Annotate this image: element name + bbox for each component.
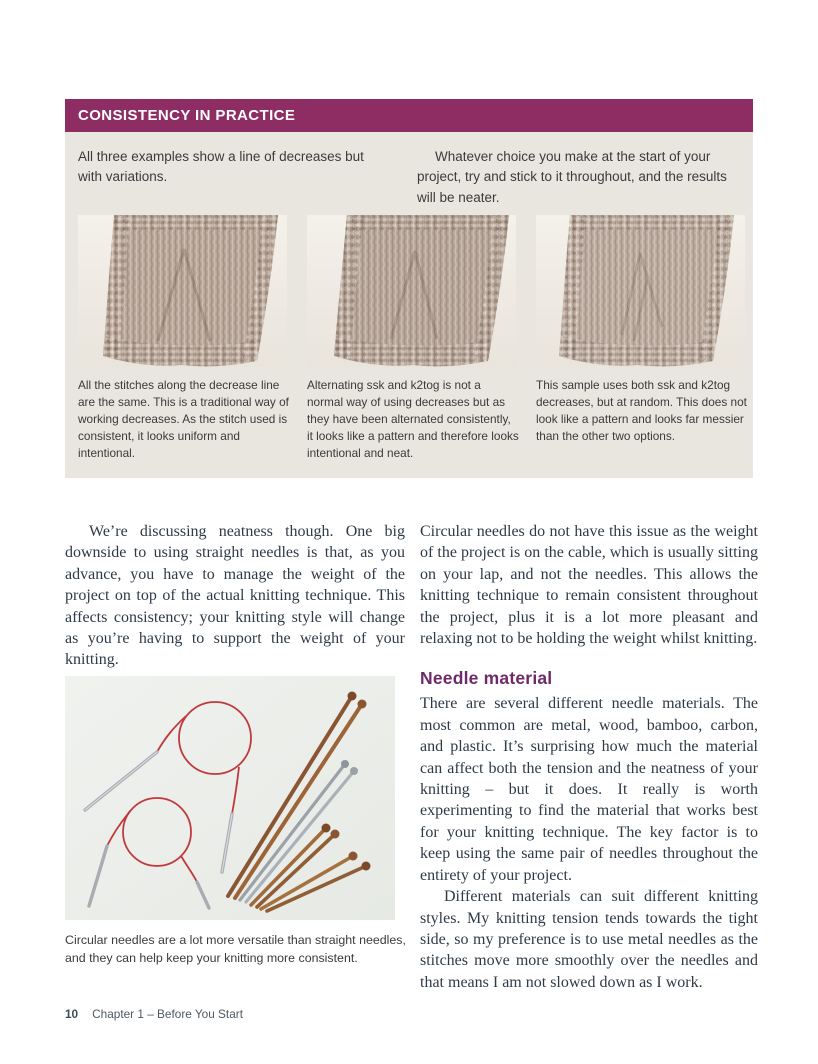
body-paragraph-right-1: Circular needles do not have this issue as the weight of the project is on the cable, which is usually sitting on your lap, and not the needles. This allows the knitting technique to remain consistent throughout the project, plus it is a lot more pleasant and relaxing not to be holding the weight whilst knitting.: [420, 523, 758, 648]
practice-intro-right: Whatever choice you make at the start of your project, try and stick to it throughout, and the results will be neater.: [417, 149, 727, 205]
needles-photo: [65, 676, 395, 920]
page-number: 10: [65, 1007, 79, 1021]
knit-sample-photo-1: [78, 215, 287, 367]
practice-intro-left: All three examples show a line of decreases but with variations.: [78, 149, 364, 185]
knit-sample-photo-3: [536, 215, 745, 367]
knit-sample-photo-2: [307, 215, 516, 367]
practice-box-title: CONSISTENCY IN PRACTICE: [78, 107, 296, 124]
sample-caption-3: This sample uses both ssk and k2tog decreases, but at random. This does not look like a pattern and looks far messier than the other two options.: [536, 378, 747, 444]
body-paragraph-left: We’re discussing neatness though. One big downside to using straight needles is that, as you advance, you have to manage the weight of the project on top of the actual knitting technique. This affects consistency; your knitting style will change as you’re having to support the weight of your knitting.: [65, 523, 405, 669]
footer-chapter-label: Chapter 1 – Before You Start: [92, 1007, 243, 1021]
right-column: [420, 521, 758, 993]
practice-box-title-bar: [65, 99, 753, 132]
body-paragraph-right-3: Different materials can suit different knitting styles. My knitting tension tends towards the tight side, so my preference is to use metal needles as the stitches move more smoothly over the needles and that means I am not slowed down as I work.: [420, 888, 758, 991]
page-footer: [65, 1007, 243, 1021]
needles-photo-caption: Circular needles are a lot more versatile than straight needles, and they can help keep your knitting more consistent.: [65, 933, 406, 965]
sample-caption-1: All the stitches along the decrease line are the same. This is a traditional way of working decreases. As the stitch used is consistent, it looks uniform and intentional.: [78, 378, 289, 461]
body-paragraph-right-2: There are several different needle materials. The most common are metal, wood, bamboo, carbon, and plastic. It’s surprising how much the material can affect both the tension and the neatness of your knitting – but it does. It really is worth experimenting to find the material that works best for your knitting technique. The key factor is to keep using the same pair of needles throughout the entirety of your project.: [420, 695, 758, 884]
practice-box: [65, 132, 753, 478]
needle-material-heading: Needle material: [420, 668, 553, 689]
sample-caption-2: Alternating ssk and k2tog is not a normal way of using decreases but as they have been alternated consistently, it looks like a pattern and therefore looks intentional and neat.: [307, 378, 519, 461]
